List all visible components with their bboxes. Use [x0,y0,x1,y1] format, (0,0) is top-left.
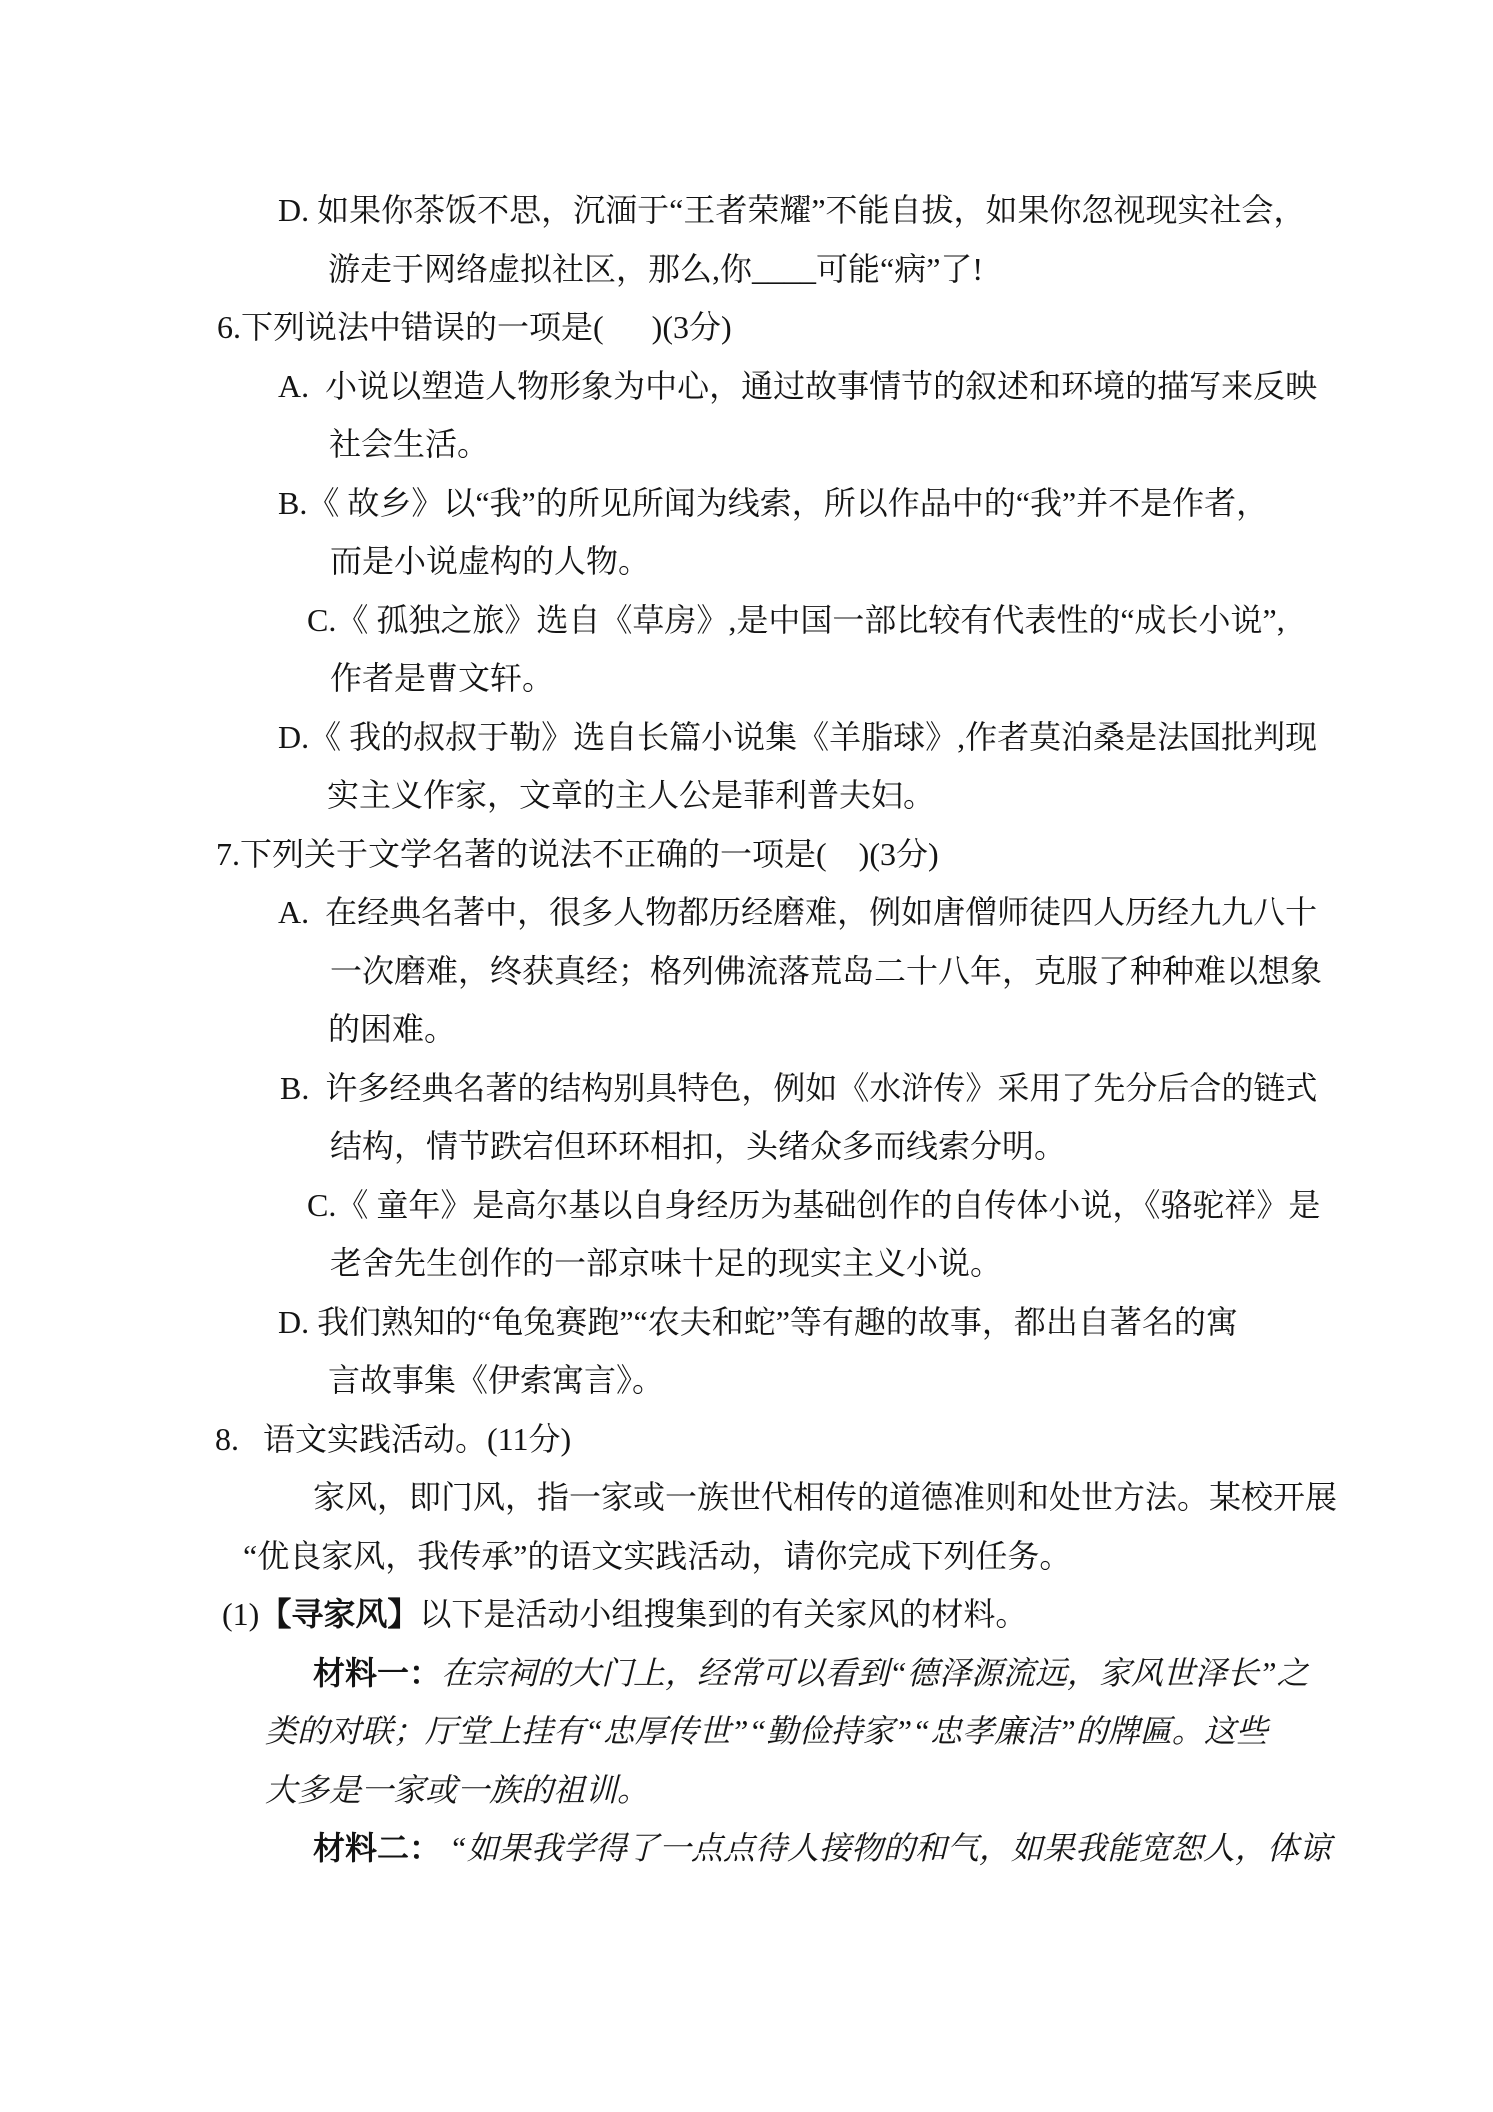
text-segment: 的困难。 [328,1011,457,1047]
text-segment: B.《 故乡》以“我”的所见所闻为线索，所以作品中的“我”并不是作者， [278,484,1269,521]
emphasis-label: 材料二： [313,1830,442,1866]
text-line [0,357,1493,416]
text-line [0,240,1493,299]
text-segment: C.《 童年》是高尔基以自身经历为基础创作的自传体小说，《骆驼祥》是 [307,1186,1321,1223]
text-line [0,298,1493,357]
text-line [0,1819,1493,1878]
text-line [0,1702,1493,1761]
text-segment: A. 在经典名著中，很多人物都历经磨难，例如唐僧师徒四人历经九九八十 [278,894,1318,930]
text-segment: 实主义作家，文章的主人公是菲利普夫妇。 [327,777,936,813]
text-line [0,649,1493,708]
text-line [0,415,1493,474]
text-segment: D. 如果你茶饭不思，沉湎于“王者荣耀”不能自拔，如果你忽视现实社会， [278,192,1306,228]
text-segment: 社会生活。 [329,426,490,462]
text-line [0,766,1493,825]
text-segment: 在宗祠的大门上，经常可以看到“德泽源流远，家风世泽长”之 [441,1654,1309,1691]
text-line [0,1176,1493,1235]
text-segment: 家风，即门风，指一家或一族世代相传的道德准则和处世方法。某校开展 [313,1479,1338,1515]
text-line [0,591,1493,650]
text-line [0,1410,1493,1469]
text-segment: 老舍先生创作的一部京味十足的现实主义小说。 [330,1245,1003,1281]
text-line [0,474,1493,533]
text-segment: 类的对联；厅堂上挂有“忠厚传世”“勤俭持家”“忠孝廉洁”的牌匾。这些 [265,1713,1268,1749]
text-line [0,1234,1493,1293]
text-segment: B. 许多经典名著的结构别具特色，例如《水浒传》采用了先分后合的链式 [280,1069,1318,1106]
text-segment: 以下是活动小组搜集到的有关家风的材料。 [419,1596,1028,1632]
text-segment: “如果我学得了一点点待人接物的和气，如果我能宽恕人，体谅 [441,1830,1331,1866]
text-segment: 6.下列说法中错误的一项是( )(3分) [217,309,732,345]
text-segment: 作者是曹文轩。 [330,660,555,696]
text-line [0,1644,1493,1703]
text-segment: 7.下列关于文学名著的说法不正确的一项是( )(3分) [216,835,939,872]
text-segment: 大多是一家或一族的祖训。 [265,1771,650,1808]
text-line [0,1293,1493,1352]
text-segment: 8. 语文实践活动。(11分) [215,1420,572,1457]
text-line [0,1351,1493,1410]
emphasis-label: 【寻家风】 [259,1596,420,1632]
text-segment: D. 我们熟知的“龟兔赛跑”“农夫和蛇”等有趣的故事，都出自著名的寓 [278,1303,1238,1340]
text-line [0,883,1493,942]
text-line [0,825,1493,884]
text-line [0,1761,1493,1820]
text-line [0,1000,1493,1059]
text-line [0,1117,1493,1176]
text-segment: 结构，情节跌宕但环环相扣，头绪众多而线索分明。 [330,1128,1067,1164]
text-line [0,942,1493,1001]
text-line [0,1585,1493,1644]
text-segment: C.《 孤独之旅》选自《草房》,是中国一部比较有代表性的“成长小说”, [307,601,1285,638]
text-segment: (1) [222,1596,260,1632]
text-segment: A. 小说以塑造人物形象为中心，通过故事情节的叙述和环境的描写来反映 [278,367,1318,404]
text-line [0,1059,1493,1118]
text-segment: 而是小说虚构的人物。 [330,543,651,579]
text-line [0,181,1493,240]
text-line [0,1468,1493,1527]
text-line [0,532,1493,591]
text-segment: 一次磨难，终获真经；格列佛流落荒岛二十八年，克服了种种难以想象 [330,952,1323,989]
emphasis-label: 材料一： [313,1654,442,1691]
text-segment: 游走于网络虚拟社区，那么,你____可能“病”了! [328,250,984,287]
text-line [0,708,1493,767]
text-segment: D.《 我的叔叔于勒》选自长篇小说集《羊脂球》,作者莫泊桑是法国批判现 [278,718,1318,755]
text-line [0,1527,1493,1586]
text-segment: “优良家风，我传承”的语文实践活动，请你完成下列任务。 [243,1537,1072,1574]
text-segment: 言故事集《伊索寓言》。 [328,1362,665,1398]
